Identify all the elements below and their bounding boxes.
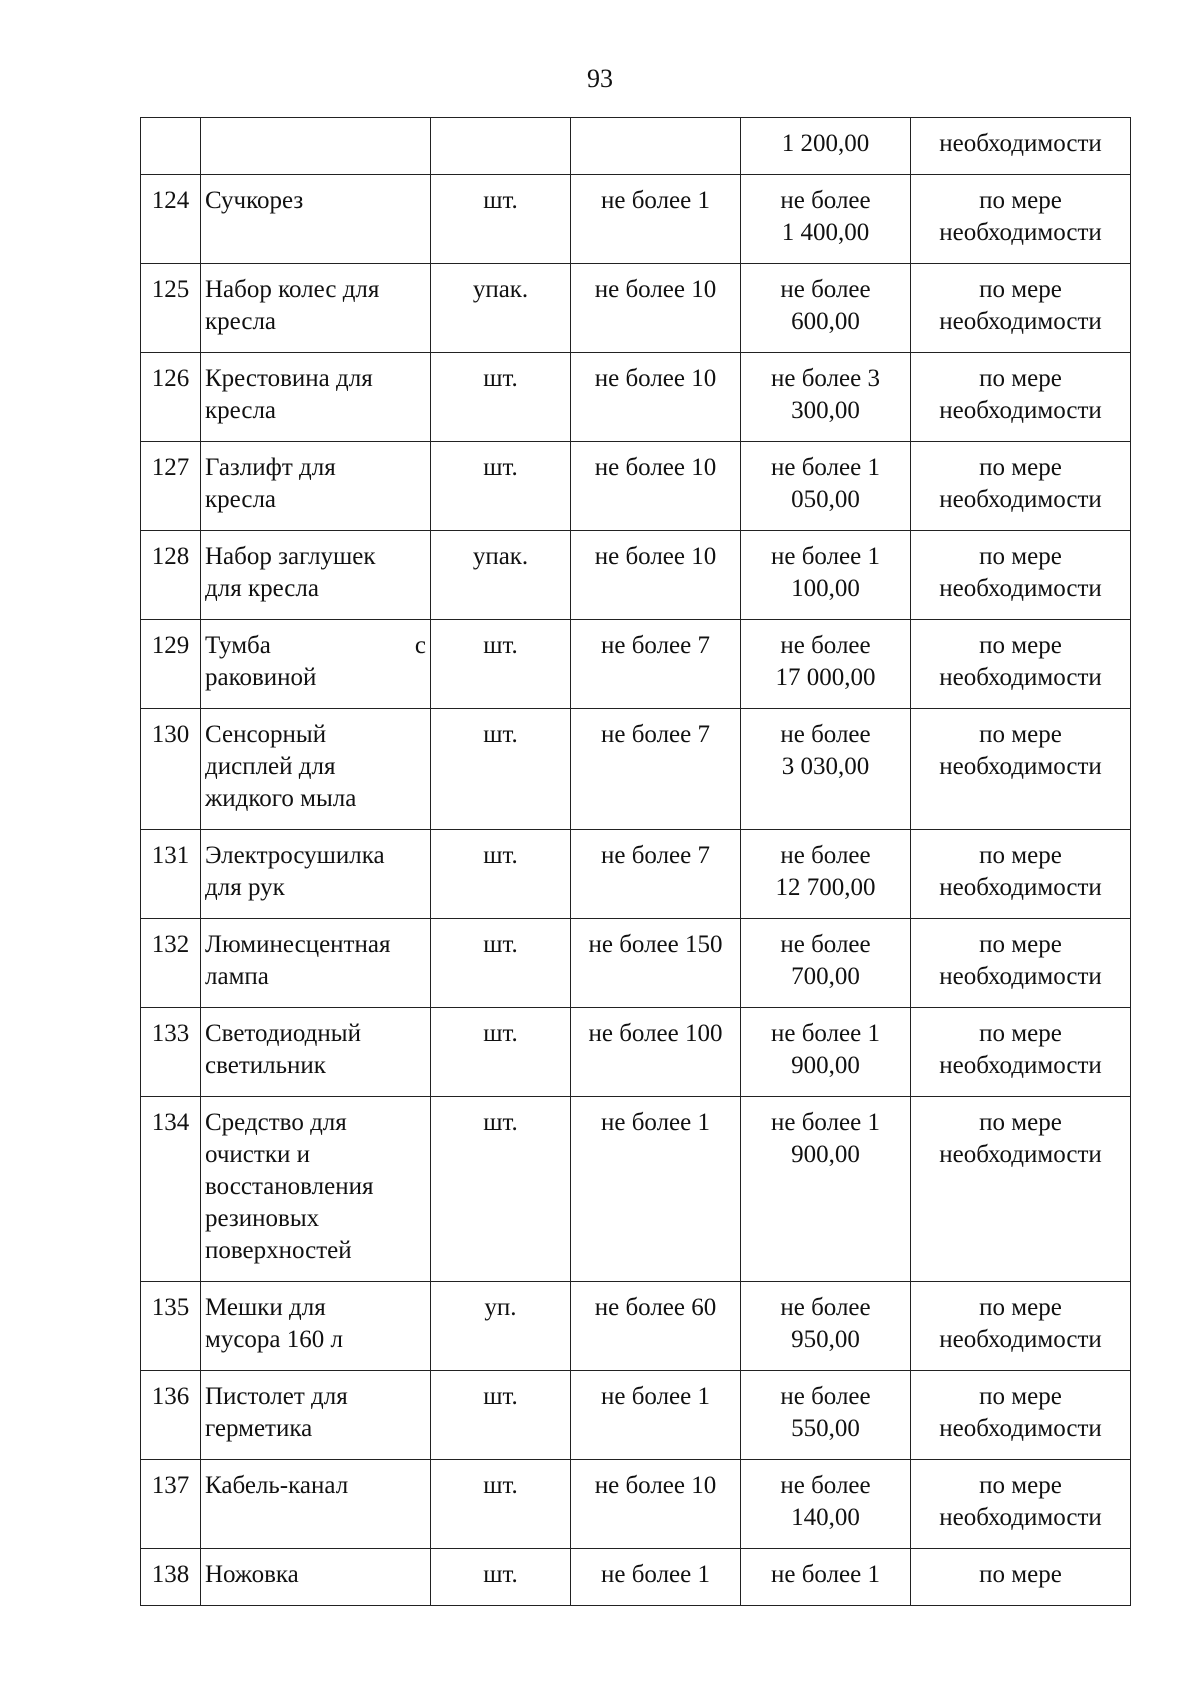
quantity-cell: не более 1 [571, 1549, 741, 1606]
unit-cell [431, 118, 571, 175]
page-number: 93 [587, 64, 613, 93]
item-name-cell: Ножовка [201, 1549, 431, 1606]
table-row [141, 919, 1131, 1008]
frequency-cell: по мере необходимости [911, 353, 1131, 442]
frequency-cell: по мере необходимости [911, 442, 1131, 531]
table-row [141, 1008, 1131, 1097]
item-name-cell: Крестовина для кресла [201, 353, 431, 442]
item-name-cell: Люминесцентная лампа [201, 919, 431, 1008]
row-number-cell: 124 [141, 175, 201, 264]
table-row [141, 1097, 1131, 1282]
item-name-cell: Набор заглушек для кресла [201, 531, 431, 620]
item-name-cell: Электросушилка для рук [201, 830, 431, 919]
unit-cell: шт. [431, 830, 571, 919]
quantity-cell: не более 10 [571, 1460, 741, 1549]
frequency-cell: по мере [911, 1549, 1131, 1606]
table-row [141, 620, 1131, 709]
frequency-cell: по мере необходимости [911, 1097, 1131, 1282]
quantity-cell: не более 7 [571, 709, 741, 830]
item-name-cell: Газлифт для кресла [201, 442, 431, 531]
quantity-cell: не более 10 [571, 264, 741, 353]
unit-cell: шт. [431, 353, 571, 442]
item-name-cell: Мешки для мусора 160 л [201, 1282, 431, 1371]
price-cell: не более 12 700,00 [741, 830, 911, 919]
unit-cell: шт. [431, 1008, 571, 1097]
quantity-cell: не более 7 [571, 620, 741, 709]
row-number-cell [141, 118, 201, 175]
quantity-cell: не более 1 [571, 175, 741, 264]
price-cell: не более 550,00 [741, 1371, 911, 1460]
quantity-cell: не более 150 [571, 919, 741, 1008]
unit-cell: шт. [431, 1460, 571, 1549]
unit-cell: шт. [431, 620, 571, 709]
row-number-cell: 126 [141, 353, 201, 442]
unit-cell: шт. [431, 175, 571, 264]
price-cell: не более 1 900,00 [741, 1097, 911, 1282]
table-row [141, 442, 1131, 531]
price-cell: не более 1 [741, 1549, 911, 1606]
row-number-cell: 125 [141, 264, 201, 353]
unit-cell: шт. [431, 919, 571, 1008]
table-row [141, 1282, 1131, 1371]
quantity-cell: не более 60 [571, 1282, 741, 1371]
items-table [140, 117, 1131, 1606]
item-name-cell: Пистолет для герметика [201, 1371, 431, 1460]
frequency-cell: по мере необходимости [911, 531, 1131, 620]
unit-cell: упак. [431, 531, 571, 620]
frequency-cell: необходимости [911, 118, 1131, 175]
unit-cell: шт. [431, 1371, 571, 1460]
row-number-cell: 130 [141, 709, 201, 830]
frequency-cell: по мере необходимости [911, 175, 1131, 264]
quantity-cell: не более 1 [571, 1371, 741, 1460]
table-row [141, 830, 1131, 919]
frequency-cell: по мере необходимости [911, 919, 1131, 1008]
price-cell: не более 3 300,00 [741, 353, 911, 442]
price-cell: не более 1 050,00 [741, 442, 911, 531]
row-number-cell: 134 [141, 1097, 201, 1282]
frequency-cell: по мере необходимости [911, 1460, 1131, 1549]
table-row [141, 531, 1131, 620]
quantity-cell: не более 100 [571, 1008, 741, 1097]
row-number-cell: 129 [141, 620, 201, 709]
item-name-cell: Сучкорез [201, 175, 431, 264]
items-table-body [141, 118, 1131, 1606]
item-name-cell [201, 118, 431, 175]
unit-cell: шт. [431, 709, 571, 830]
table-row [141, 353, 1131, 442]
unit-cell: шт. [431, 1097, 571, 1282]
frequency-cell: по мере необходимости [911, 709, 1131, 830]
price-cell: не более 3 030,00 [741, 709, 911, 830]
table-row [141, 709, 1131, 830]
row-number-cell: 131 [141, 830, 201, 919]
table-row [141, 264, 1131, 353]
unit-cell: шт. [431, 442, 571, 531]
frequency-cell: по мере необходимости [911, 264, 1131, 353]
item-name-cell: Кабель-канал [201, 1460, 431, 1549]
row-number-cell: 137 [141, 1460, 201, 1549]
item-name-cell: Тумба с раковиной [201, 620, 431, 709]
price-cell: не более 17 000,00 [741, 620, 911, 709]
unit-cell: упак. [431, 264, 571, 353]
frequency-cell: по мере необходимости [911, 1008, 1131, 1097]
row-number-cell: 128 [141, 531, 201, 620]
row-number-cell: 133 [141, 1008, 201, 1097]
table-row [141, 1460, 1131, 1549]
price-cell: не более 1 100,00 [741, 531, 911, 620]
table-row [141, 118, 1131, 175]
price-cell: не более 950,00 [741, 1282, 911, 1371]
quantity-cell: не более 7 [571, 830, 741, 919]
row-number-cell: 138 [141, 1549, 201, 1606]
item-name-cell: Набор колес для кресла [201, 264, 431, 353]
quantity-cell: не более 10 [571, 531, 741, 620]
price-cell: 1 200,00 [741, 118, 911, 175]
price-cell: не более 1 400,00 [741, 175, 911, 264]
row-number-cell: 127 [141, 442, 201, 531]
price-cell: не более 700,00 [741, 919, 911, 1008]
table-row [141, 175, 1131, 264]
row-number-cell: 136 [141, 1371, 201, 1460]
table-row [141, 1549, 1131, 1606]
frequency-cell: по мере необходимости [911, 830, 1131, 919]
table-row [141, 1371, 1131, 1460]
quantity-cell: не более 1 [571, 1097, 741, 1282]
item-name-cell: Светодиодный светильник [201, 1008, 431, 1097]
price-cell: не более 1 900,00 [741, 1008, 911, 1097]
row-number-cell: 132 [141, 919, 201, 1008]
quantity-cell: не более 10 [571, 353, 741, 442]
quantity-cell: не более 10 [571, 442, 741, 531]
frequency-cell: по мере необходимости [911, 1371, 1131, 1460]
quantity-cell [571, 118, 741, 175]
item-name-cell: Средство для очистки и восстановления резиновых поверхностей [201, 1097, 431, 1282]
unit-cell: шт. [431, 1549, 571, 1606]
frequency-cell: по мере необходимости [911, 1282, 1131, 1371]
row-number-cell: 135 [141, 1282, 201, 1371]
item-name-cell: Сенсорный дисплей для жидкого мыла [201, 709, 431, 830]
price-cell: не более 140,00 [741, 1460, 911, 1549]
frequency-cell: по мере необходимости [911, 620, 1131, 709]
price-cell: не более 600,00 [741, 264, 911, 353]
unit-cell: уп. [431, 1282, 571, 1371]
